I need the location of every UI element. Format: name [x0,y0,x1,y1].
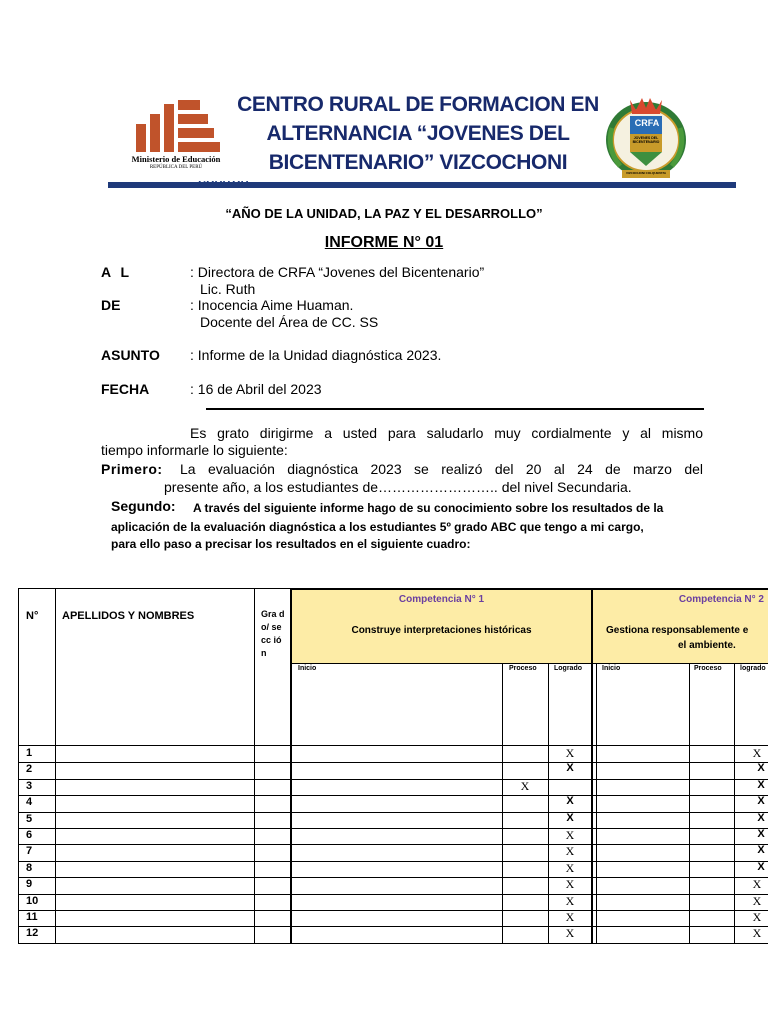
competencia-2-desc-1: Gestiona responsablemente e [606,625,749,636]
competencia-1-mark: X [565,844,575,858]
ministry-bars-icon [134,100,220,152]
row-number: 1 [26,747,33,759]
competencia-2-mark: X [757,828,765,840]
competencia-2-mark: X [757,779,765,791]
competencia-1-mark: X [565,877,575,891]
competencia-2-mark: X [757,861,765,873]
competencia-2-desc-2: el ambiente. [678,640,736,651]
competencia-2-mark: X [752,894,762,908]
col-number-header: N° [26,610,39,622]
competencia-1-mark: X [565,926,575,940]
intro-line-1: Es grato dirigirme a usted para saludarlo muy cordialmente y al mismo [190,425,703,441]
from-value: : Inocencia Aime Huaman. [190,297,354,313]
to-value-2: Lic. Ruth [200,281,256,297]
row-separator [18,828,768,829]
school-name-line-2: ALTERNANCIA “JOVENES DEL [266,122,570,145]
competencia-1-mark: X [565,894,575,908]
competencia-2-mark: X [752,746,762,760]
from-value-2: Docente del Área de CC. SS [200,314,379,330]
ministry-logo [130,100,222,172]
row-number: 11 [26,911,38,923]
primero-line-2: presente año, a los estudiantes de…………………….. del nivel Secundaria. [164,479,632,495]
row-separator [18,894,768,895]
school-name-line-3: BICENTENARIO” VIZCOCHONI [268,151,568,174]
row-number: 10 [26,895,39,907]
competencia-2-mark: X [757,844,765,856]
row-separator [18,779,768,780]
row-separator [18,943,768,944]
row-number: 3 [26,780,33,792]
col-grade-header: Gra do/ secc ión [261,609,285,658]
competencia-2-mark: X [752,877,762,891]
crest-label: CRFA [634,118,660,128]
row-number: 8 [26,862,33,874]
c1-level-proceso: Proceso [509,665,537,672]
competencia-1-mark: X [566,795,574,807]
competencia-1-title: Competencia N° 1 [398,594,485,605]
c2-level-logrado: logrado [740,665,766,672]
c2-level-inicio: Inicio [602,665,621,672]
row-number: 4 [26,796,33,808]
competencia-1-mark: X [565,828,575,842]
date-label: FECHA [101,381,150,397]
results-table [18,588,768,944]
school-crest [600,92,692,182]
segundo-label: Segundo: [111,498,176,514]
primero-label: Primero: [101,461,163,477]
competencia-1-desc: Construye interpretaciones históricas [351,625,532,636]
school-name-line-1: CENTRO RURAL DE FORMACION EN [237,93,599,116]
row-number: 7 [26,845,33,857]
ministry-label: Ministerio de Educación [131,154,221,164]
competencia-2-mark: X [757,795,765,807]
to-label: A L [101,264,133,280]
from-label: DE [101,297,121,313]
c2-level-proceso: Proceso [694,665,722,672]
subject-value: : Informe de la Unidad diagnóstica 2023. [190,347,442,363]
segundo-line-2: aplicación de la evaluación diagnóstica a los estudiantes 5º grado ABC que tengo a mi cargo, [111,520,644,534]
c1-level-inicio: Inicio [298,665,317,672]
row-number: 12 [26,927,39,939]
competencia-1-mark: X [565,861,575,875]
c1-level-logrado: Logrado [554,665,582,672]
competencia-2-mark: X [757,812,765,824]
row-separator [18,795,768,796]
to-value: : Directora de CRFA “Jovenes del Bicentenario” [190,264,485,280]
competencia-1-mark: X [566,812,574,824]
header-divider [108,182,736,188]
segundo-line-1: A través del siguiente informe hago de su conocimiento sobre los resultados de la [193,501,664,515]
year-motto: “AÑO DE LA UNIDAD, LA PAZ Y EL DESARROLLO” [225,206,543,221]
row-separator [18,861,768,862]
competencia-1-mark: X [565,910,575,924]
row-separator [18,877,768,878]
competencia-1-mark: X [520,779,530,793]
competencia-1-mark: X [565,746,575,760]
col-names-header: APELLIDOS Y NOMBRES [62,610,195,622]
crest-sublabel: JOVENES DEL BICENTENARIO [632,136,660,144]
row-number: 2 [26,763,33,775]
competencia-2-mark: X [752,910,762,924]
row-number: 6 [26,829,33,841]
report-title: INFORME N° 01 [324,234,444,251]
competencia-2-mark: X [752,926,762,940]
crest-bottom-label: VIZCOCHONI COLQUEPATA [626,171,666,175]
date-value: : 16 de Abril del 2023 [190,381,322,397]
row-number: 5 [26,813,33,825]
competencia-2-title: Competencia N° 2 [678,594,764,605]
competencia-1-mark: X [566,762,574,774]
segundo-line-3: para ello paso a precisar los resultados en el siguiente cuadro: [111,537,471,551]
row-number: 9 [26,878,33,890]
row-separator [18,926,768,927]
row-separator [18,910,768,911]
row-separator [18,812,768,813]
intro-line-2: tiempo informarle lo siguiente: [101,442,288,458]
row-separator [18,762,768,763]
competencia-2-mark: X [757,762,765,774]
separator-rule [206,408,704,410]
primero-line-1: La evaluación diagnóstica 2023 se realizó del 20 al 24 de marzo del [180,461,703,477]
subject-label: ASUNTO [101,347,160,363]
row-separator [18,844,768,845]
ministry-sublabel: REPÚBLICA DEL PERÚ [149,165,203,170]
